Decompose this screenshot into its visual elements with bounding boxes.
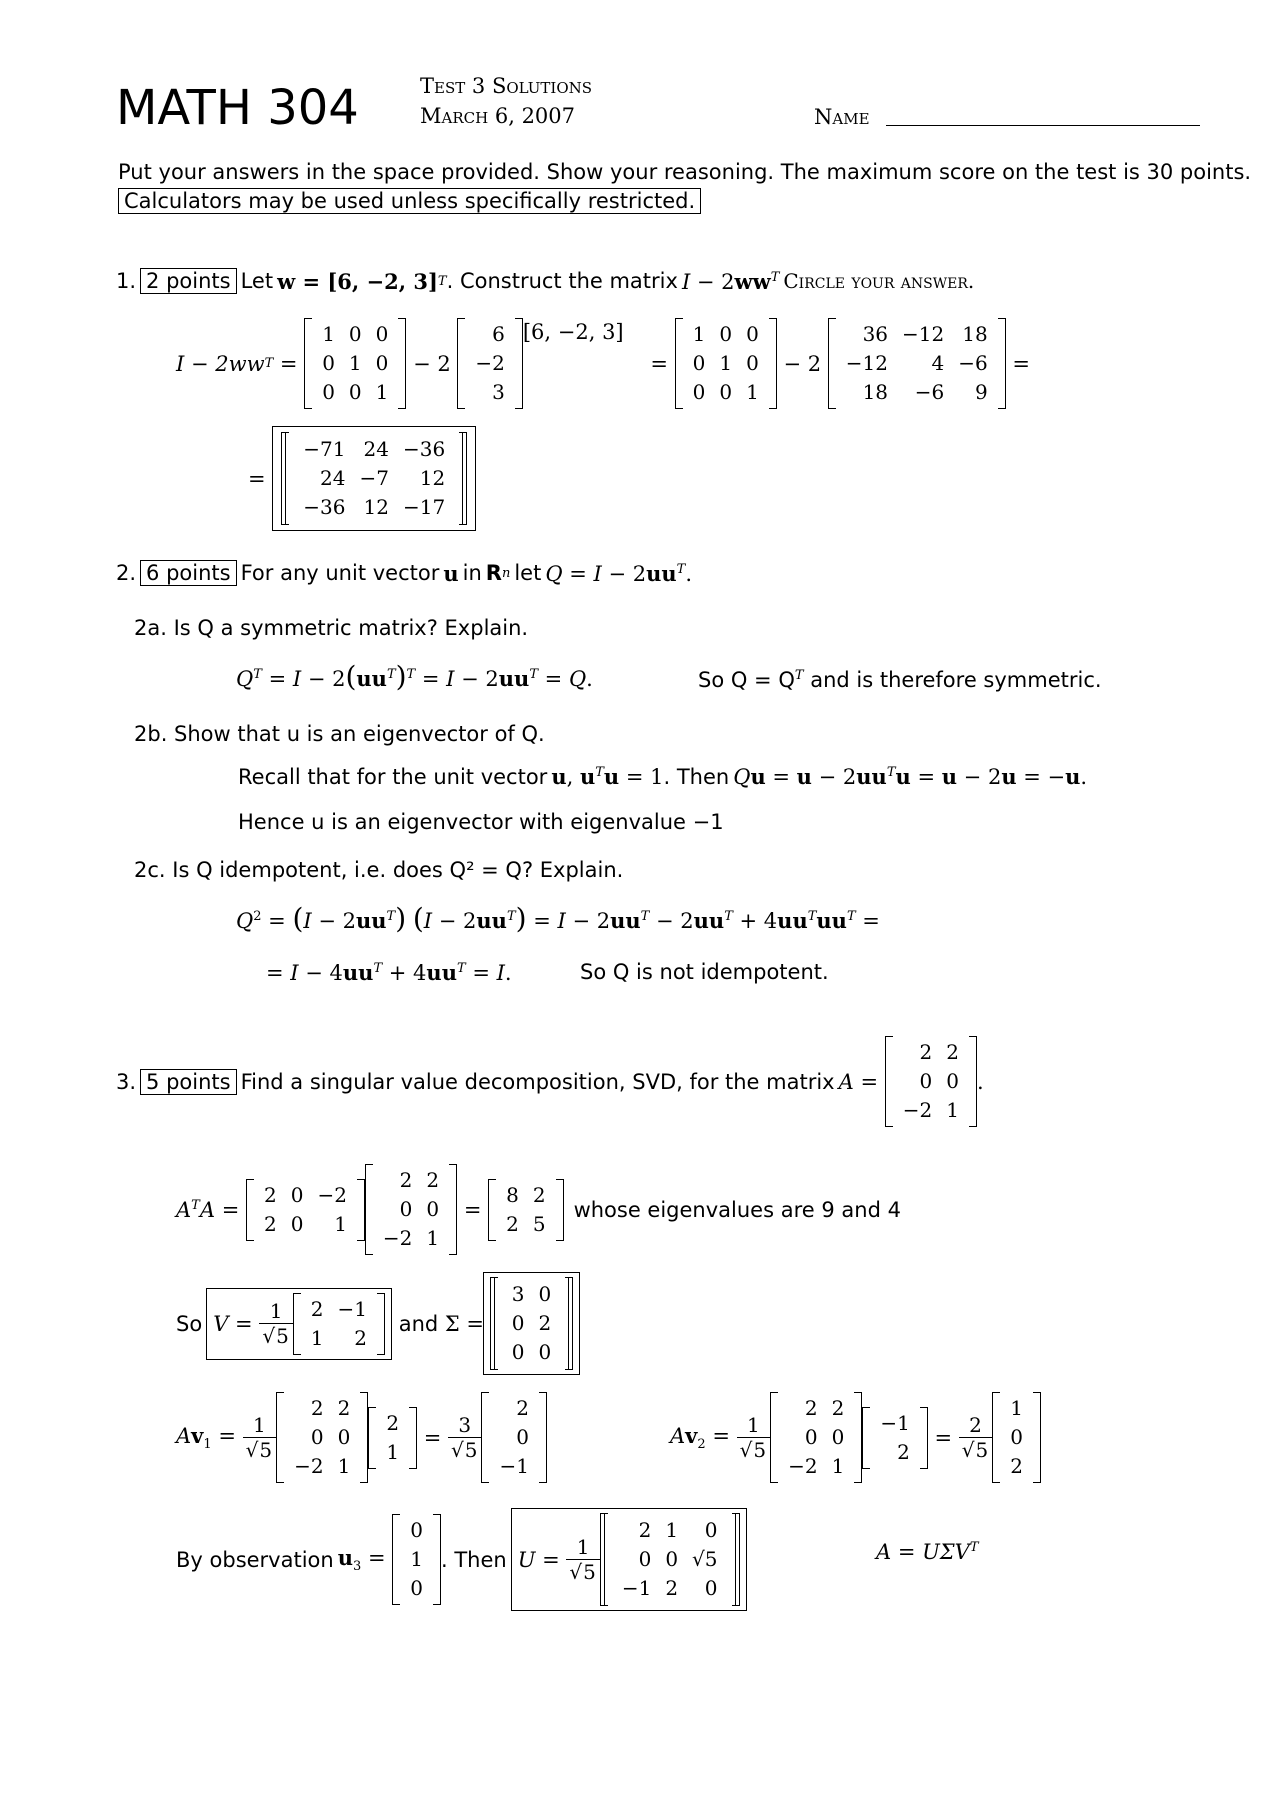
matrix-row	[781, 1423, 851, 1452]
matrix-AT	[246, 1179, 365, 1241]
matrix-entry: 0	[1010, 1425, 1023, 1449]
matrix-row	[492, 1423, 535, 1452]
matrix-row	[896, 1067, 966, 1096]
matrix-entry: −12	[845, 351, 889, 375]
q2c-equation-1: $Q^2 = (I - 2uu^T) (I - 2uu^T) = I - 2uu^T - 2uu^T + 4uu^Tuu^T$ =	[236, 902, 880, 935]
matrix-entry: 2	[516, 1396, 529, 1420]
matrix-entry: 24	[363, 437, 389, 461]
matrix-row	[839, 320, 995, 349]
matrix-entry: 1	[310, 1325, 324, 1350]
matrix-ATA	[488, 1179, 563, 1241]
matrix-entry: −1	[337, 1296, 368, 1321]
instructions-line1: Put your answers in the space provided. Show your reasoning. The maximum score on the test is 30 points.	[118, 160, 1252, 184]
q3-u-row: By observation $u_3$ = 0 1 0 . Then U = $\frac{1}{√5}$ 2 1 0 0 0 √5 −1 2 0	[176, 1508, 747, 1611]
matrix-entry: 2	[337, 1396, 351, 1420]
q2a-label: 2a. Is Q a symmetric matrix? Explain.	[134, 616, 529, 640]
matrix-entry: 2	[532, 1182, 546, 1207]
q3-v-sigma-row: So V = $\frac{1}{√5}$ 2 −1 1 2 and Σ = 3 0 0 2 0 0	[176, 1272, 580, 1375]
q2b-line1: Recall that for the unit vector u, $u^Tu = 1$ . Then $Qu = u - 2uu^Tu = u - 2u = -u$.	[238, 764, 1088, 789]
matrix-row	[315, 320, 395, 349]
matrix-row	[376, 1195, 446, 1224]
matrix-row	[1003, 1423, 1030, 1452]
matrix-row	[403, 1516, 430, 1545]
U-box: U = $\frac{1}{√5}$ 2 1 0 0 0 √5 −1 2 0	[511, 1508, 747, 1611]
matrix-entry: −1	[621, 1576, 652, 1600]
test-date: March 6, 2007	[420, 104, 576, 128]
matrix-entry: 1	[1010, 1396, 1023, 1420]
q3-so: So	[176, 1311, 203, 1336]
matrix-entry: 2	[263, 1182, 277, 1207]
matrix-entry: 2	[263, 1211, 277, 1236]
matrix-row	[296, 435, 452, 464]
q2a-equation: $Q^T = I - 2(uu^T)^T = I - 2uu^T = Q$.	[236, 660, 593, 693]
matrix-row	[287, 1394, 357, 1423]
matrix-entry: 2	[310, 1296, 324, 1321]
matrix-entry: 0	[375, 351, 389, 375]
matrix-entry: 0	[290, 1182, 304, 1207]
matrix-entry: 0	[831, 1425, 845, 1449]
w-row-vector: [6, −2, 3]	[522, 320, 624, 344]
q1-prompt-pre: Let	[240, 269, 274, 293]
matrix-entry: 0	[704, 1518, 718, 1542]
matrix-row	[257, 1181, 354, 1210]
matrix-entry: 0	[746, 351, 759, 375]
vector-Av2	[992, 1392, 1041, 1483]
matrix-entry: 1	[692, 322, 706, 346]
matrix-entry: 0	[426, 1197, 440, 1221]
matrix-entry: 2	[946, 1040, 959, 1064]
matrix-entry: 2	[831, 1396, 845, 1420]
matrix-entry: 2	[426, 1168, 440, 1192]
vector-v1	[368, 1407, 417, 1469]
matrix-entry: 6	[492, 322, 505, 346]
matrix-Sigma	[490, 1277, 573, 1370]
q2-prompt-let: let	[514, 561, 542, 585]
matrix-row	[403, 1574, 430, 1603]
matrix-row	[1003, 1452, 1030, 1481]
matrix-row	[287, 1452, 357, 1481]
q1-computation: I − 2ww T = 1 0 0 0 1 0 0 0 1 − 2 6 −2 3 [6, −2, 3] = 1 0 0 0 1 0 0 0 1 − 2 36 −12 18 −12 4 −6 18 −6 9 =	[176, 318, 1030, 409]
q2a-conclusion-tail: and is therefore symmetric.	[810, 668, 1102, 692]
vector-v2	[862, 1407, 927, 1469]
q3-prompt: Find a singular value decomposition, SVD, for the matrix	[240, 1069, 835, 1094]
matrix-row	[686, 378, 766, 407]
matrix-entry: 0	[511, 1311, 525, 1335]
q3-observation: By observation	[176, 1547, 334, 1572]
matrix-entry: 0	[511, 1340, 525, 1364]
matrix-row	[615, 1516, 725, 1545]
matrix-entry: 0	[719, 322, 733, 346]
q2-header: 2. 6 points For any unit vector u in R n let $Q = I - 2uu^T$.	[116, 560, 693, 586]
matrix-entry: 2	[310, 1396, 324, 1420]
matrix-entry: 2	[919, 1040, 933, 1064]
matrix-row	[781, 1452, 851, 1481]
matrix-entry: 2	[354, 1325, 368, 1350]
wwt-matrix	[828, 318, 1006, 409]
matrix-entry: −36	[402, 437, 446, 461]
matrix-entry: 1	[426, 1226, 440, 1250]
matrix-row	[468, 349, 511, 378]
matrix-entry: 2	[386, 1410, 400, 1435]
matrix-row	[781, 1394, 851, 1423]
matrix-entry: 0	[538, 1340, 552, 1364]
vector-u3	[392, 1514, 441, 1605]
matrix-row	[505, 1309, 558, 1338]
matrix-entry: 2	[506, 1211, 519, 1236]
q2b-line1-pre: Recall that for the unit vector	[238, 764, 548, 789]
q3-ata-row: $A^TA$ = 2 0 −2 2 0 1 2 2 0 0 −2 1 = 8 2 2 5 whose eigenvalues are 9 and 4	[176, 1164, 901, 1255]
matrix-row	[315, 349, 395, 378]
q1-answer-row: = −71 24 −36 24 −7 12 −36 12 −17	[248, 426, 476, 531]
matrix-entry: 1	[665, 1518, 679, 1542]
q2-number: 2.	[116, 561, 137, 585]
matrix-entry: 0	[692, 380, 706, 404]
matrix-row	[873, 1409, 916, 1438]
matrix-row	[615, 1574, 725, 1603]
matrix-entry: −6	[958, 351, 988, 375]
q3-number: 3.	[116, 1069, 137, 1094]
q2-points: 6 points	[140, 560, 237, 586]
matrix-entry: 0	[348, 380, 362, 404]
matrix-row	[296, 493, 452, 522]
matrix-entry: 0	[665, 1547, 679, 1571]
q3-header: 3. 5 points Find a singular value decomposition, SVD, for the matrix A = 2 2 0 0 −2 1 .	[116, 1036, 984, 1127]
Sigma-box	[483, 1272, 580, 1375]
matrix-entry: 0	[399, 1197, 413, 1221]
matrix-entry: 0	[638, 1547, 652, 1571]
name-field[interactable]	[886, 124, 1200, 126]
matrix-entry: 1	[348, 351, 362, 375]
matrix-entry: 3	[492, 380, 505, 404]
matrix-row	[896, 1038, 966, 1067]
matrix-entry: 2	[897, 1439, 910, 1464]
matrix-entry: 0	[704, 1576, 718, 1600]
matrix-row	[686, 349, 766, 378]
matrix-entry: 0	[946, 1069, 959, 1093]
vector-Av1	[481, 1392, 546, 1483]
q2b-line1-mid: . Then	[663, 764, 730, 789]
svd-final-text: A = UΣV	[876, 1540, 970, 1564]
identity-matrix	[304, 318, 406, 409]
q1-header: 1. 2 points Let w = [6, −2, 3] T . Construct the matrix $I - 2ww^T$ Circle your answer.	[116, 268, 975, 294]
matrix-row	[492, 1452, 535, 1481]
matrix-entry: 0	[375, 322, 389, 346]
matrix-row	[839, 378, 995, 407]
matrix-entry: −2	[294, 1454, 324, 1478]
q3-av1-row: $Av_1$ = $\frac{1}{√5}$ 2 2 0 0 −2 1 2 1 = $\frac{3}{√5}$ 2 0 −1	[176, 1392, 547, 1483]
q1-number: 1.	[116, 269, 137, 293]
matrix-entry: 18	[962, 322, 988, 346]
matrix-row	[468, 378, 511, 407]
matrix-entry: 0	[410, 1518, 423, 1542]
matrix-entry: 0	[290, 1211, 304, 1236]
q1-prompt-mid: . Construct the matrix	[446, 269, 678, 293]
matrix-entry: 1	[746, 380, 759, 404]
test-title: Test 3 Solutions	[420, 74, 593, 98]
w-column-vector	[457, 318, 522, 409]
matrix-row	[896, 1096, 966, 1125]
q2a-conclusion-text: So Q = Q	[698, 668, 795, 692]
matrix-entry: −1	[880, 1410, 910, 1435]
matrix-entry: 1	[334, 1211, 347, 1236]
matrix-row	[615, 1545, 725, 1574]
q2c-conclusion: So Q is not idempotent.	[580, 960, 829, 984]
frac-1-sqrt5: $\frac{1}{√5}$	[259, 1299, 292, 1348]
matrix-entry: 1	[410, 1547, 423, 1571]
matrix-entry: 0	[310, 1425, 324, 1449]
q3-then: . Then	[440, 1547, 507, 1572]
matrix-entry: 3	[511, 1282, 525, 1306]
identity-matrix-2	[675, 318, 777, 409]
matrix-entry: 9	[974, 380, 988, 404]
matrix-entry: −2	[317, 1182, 347, 1207]
matrix-entry: 1	[322, 322, 335, 346]
q1-lhs: I − 2ww	[176, 351, 265, 376]
q1-answer-box	[272, 426, 476, 531]
matrix-row	[287, 1423, 357, 1452]
matrix-A-2	[365, 1164, 457, 1255]
matrix-entry: −1	[499, 1454, 529, 1478]
matrix-row	[499, 1210, 552, 1239]
matrix-entry: 0	[410, 1576, 423, 1600]
matrix-entry: 0	[919, 1069, 933, 1093]
matrix-entry: 1	[831, 1454, 845, 1478]
matrix-entry: 0	[804, 1425, 818, 1449]
matrix-entry: 8	[506, 1182, 519, 1207]
matrix-entry: −6	[914, 380, 945, 404]
matrix-row	[379, 1438, 406, 1467]
matrix-row	[376, 1166, 446, 1195]
matrix-entry: −2	[382, 1226, 413, 1250]
matrix-entry: 0	[322, 380, 335, 404]
matrix-entry: −2	[788, 1454, 818, 1478]
matrix-entry: 0	[538, 1282, 552, 1306]
matrix-row	[257, 1210, 354, 1239]
matrix-entry: 1	[337, 1454, 351, 1478]
matrix-row	[499, 1181, 552, 1210]
matrix-entry: 2	[538, 1311, 552, 1335]
matrix-row	[492, 1394, 535, 1423]
matrix-A-4	[770, 1392, 862, 1483]
matrix-entry: √5	[692, 1547, 718, 1571]
matrix-row	[686, 320, 766, 349]
matrix-entry: 0	[719, 380, 733, 404]
eigenvalues-text: whose eigenvalues are 9 and 4	[573, 1197, 901, 1222]
matrix-U	[600, 1513, 740, 1606]
matrix-entry: 12	[363, 495, 389, 519]
matrix-row	[873, 1438, 916, 1467]
matrix-entry: 1	[946, 1098, 959, 1122]
matrix-entry: 2	[804, 1396, 818, 1420]
matrix-row	[296, 464, 452, 493]
matrix-row	[379, 1409, 406, 1438]
matrix-A	[885, 1036, 977, 1127]
q3-points: 5 points	[140, 1069, 237, 1095]
matrix-entry: 0	[322, 351, 335, 375]
matrix-entry: 0	[348, 322, 362, 346]
matrix-entry: −17	[402, 495, 446, 519]
matrix-entry: −2	[902, 1098, 933, 1122]
matrix-entry: 0	[516, 1425, 529, 1449]
matrix-entry: 0	[692, 351, 706, 375]
matrix-entry: −71	[303, 437, 346, 461]
matrix-row	[839, 349, 995, 378]
matrix-entry: −36	[303, 495, 346, 519]
q2-prompt-in: in	[462, 561, 482, 585]
matrix-V	[293, 1293, 385, 1355]
q3-av2-row: $Av_2$ = $\frac{1}{√5}$ 2 2 0 0 −2 1 −1 2 = $\frac{2}{√5}$ 1 0 2	[670, 1392, 1041, 1483]
q2b-label: 2b. Show that u is an eigenvector of Q.	[134, 722, 545, 746]
V-box: V = $\frac{1}{√5}$ 2 −1 1 2	[206, 1288, 392, 1360]
matrix-row	[505, 1280, 558, 1309]
matrix-entry: 2	[1010, 1454, 1023, 1478]
matrix-entry: 4	[931, 351, 945, 375]
matrix-row	[1003, 1394, 1030, 1423]
q2c-label: 2c. Is Q idempotent, i.e. does Q² = Q? Explain.	[134, 858, 624, 882]
matrix-entry: 12	[419, 466, 446, 490]
matrix-entry: 1	[375, 380, 389, 404]
q2b-line2: Hence u is an eigenvector with eigenvalue −1	[238, 810, 724, 834]
matrix-entry: 5	[532, 1211, 546, 1236]
matrix-row	[304, 1295, 374, 1324]
q2a-conclusion: So $Q = Q^T$ and is therefore symmetric.	[698, 668, 1102, 692]
q3-and: and	[398, 1311, 439, 1336]
instructions-line2: Calculators may be used unless specifically restricted.	[118, 188, 701, 214]
matrix-row	[403, 1545, 430, 1574]
matrix-entry: 2	[638, 1518, 652, 1542]
matrix-row	[505, 1338, 558, 1367]
svd-final: $A = U\Sigma V^T$	[876, 1540, 979, 1564]
matrix-entry: 36	[862, 322, 889, 346]
matrix-entry: 2	[665, 1576, 679, 1600]
q1-circle-instruction: Circle your answer.	[783, 269, 975, 293]
q1-answer-matrix	[281, 432, 467, 525]
matrix-entry: 2	[399, 1168, 413, 1192]
matrix-row	[468, 320, 511, 349]
matrix-row	[304, 1324, 374, 1353]
q2c-equation-2: = $I - 4uu^T + 4uu^T = I$.	[266, 960, 512, 985]
matrix-entry: −2	[475, 351, 505, 375]
matrix-row	[315, 378, 395, 407]
q2-prompt: For any unit vector	[240, 561, 440, 585]
q1-points: 2 points	[140, 268, 237, 294]
matrix-entry: −7	[359, 466, 389, 490]
matrix-entry: −12	[902, 322, 945, 346]
name-label: Name	[814, 105, 870, 129]
matrix-entry: 24	[320, 466, 346, 490]
course-title: MATH 304	[116, 80, 359, 136]
matrix-A-3	[276, 1392, 368, 1483]
matrix-entry: 0	[337, 1425, 351, 1449]
matrix-entry: 1	[386, 1439, 400, 1464]
matrix-entry: 18	[862, 380, 889, 404]
q1-w-def: w = [6, −2, 3]	[277, 268, 438, 294]
matrix-entry: 1	[719, 351, 733, 375]
matrix-row	[376, 1224, 446, 1253]
matrix-entry: 0	[746, 322, 759, 346]
